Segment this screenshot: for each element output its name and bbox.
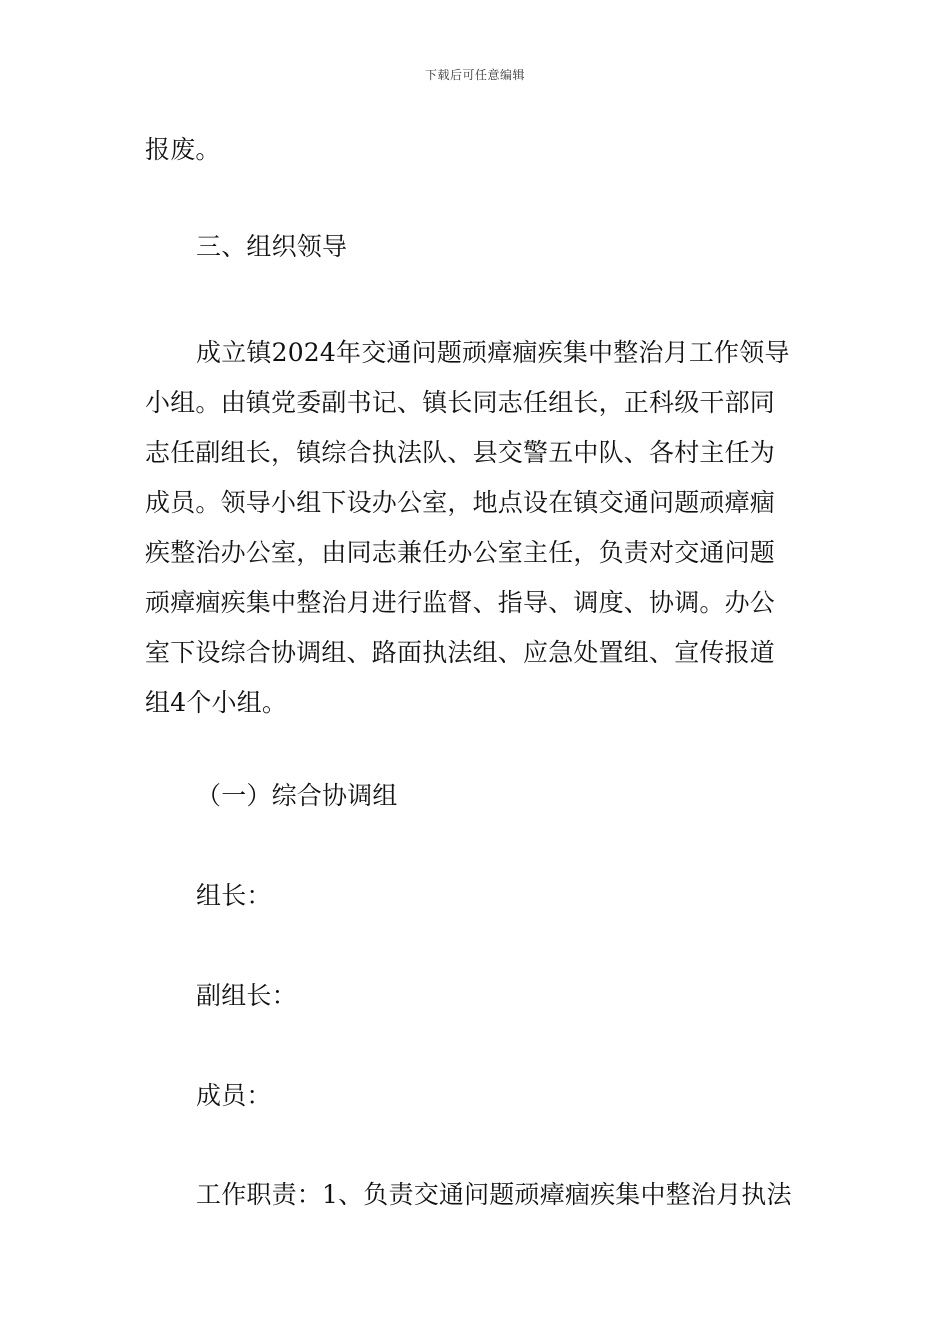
members-label: 成员：: [196, 1081, 272, 1110]
subsection-heading: （一）综合协调组: [196, 781, 398, 810]
paragraph-line: 顽瘴痼疾集中整治月进行监督、指导、调度、协调。办公: [145, 588, 776, 617]
paragraph-line: 小组。由镇党委副书记、镇长同志任组长，正科级干部同: [145, 388, 776, 417]
deputy-leader-label: 副组长：: [196, 981, 297, 1010]
leader-label: 组长：: [196, 881, 272, 910]
duties-line: 工作职责：1、负责交通问题顽瘴痼疾集中整治月执法: [196, 1180, 792, 1209]
continued-text-line: 报废。: [145, 135, 221, 164]
body-paragraph: [145, 328, 825, 728]
paragraph-line: 成立镇2024年交通问题顽瘴痼疾集中整治月工作领导: [196, 338, 790, 367]
header-note: 下载后可任意编辑: [424, 68, 525, 82]
paragraph-line: 志任副组长，镇综合执法队、县交警五中队、各村主任为: [145, 438, 776, 467]
paragraph-line: 疾整治办公室，由同志兼任办公室主任，负责对交通问题: [145, 538, 776, 567]
paragraph-line: 室下设综合协调组、路面执法组、应急处置组、宣传报道: [145, 638, 776, 667]
paragraph-line: 成员。领导小组下设办公室，地点设在镇交通问题顽瘴痼: [145, 488, 776, 517]
section-heading: 三、组织领导: [196, 232, 348, 261]
paragraph-line: 组4个小组。: [145, 688, 288, 717]
